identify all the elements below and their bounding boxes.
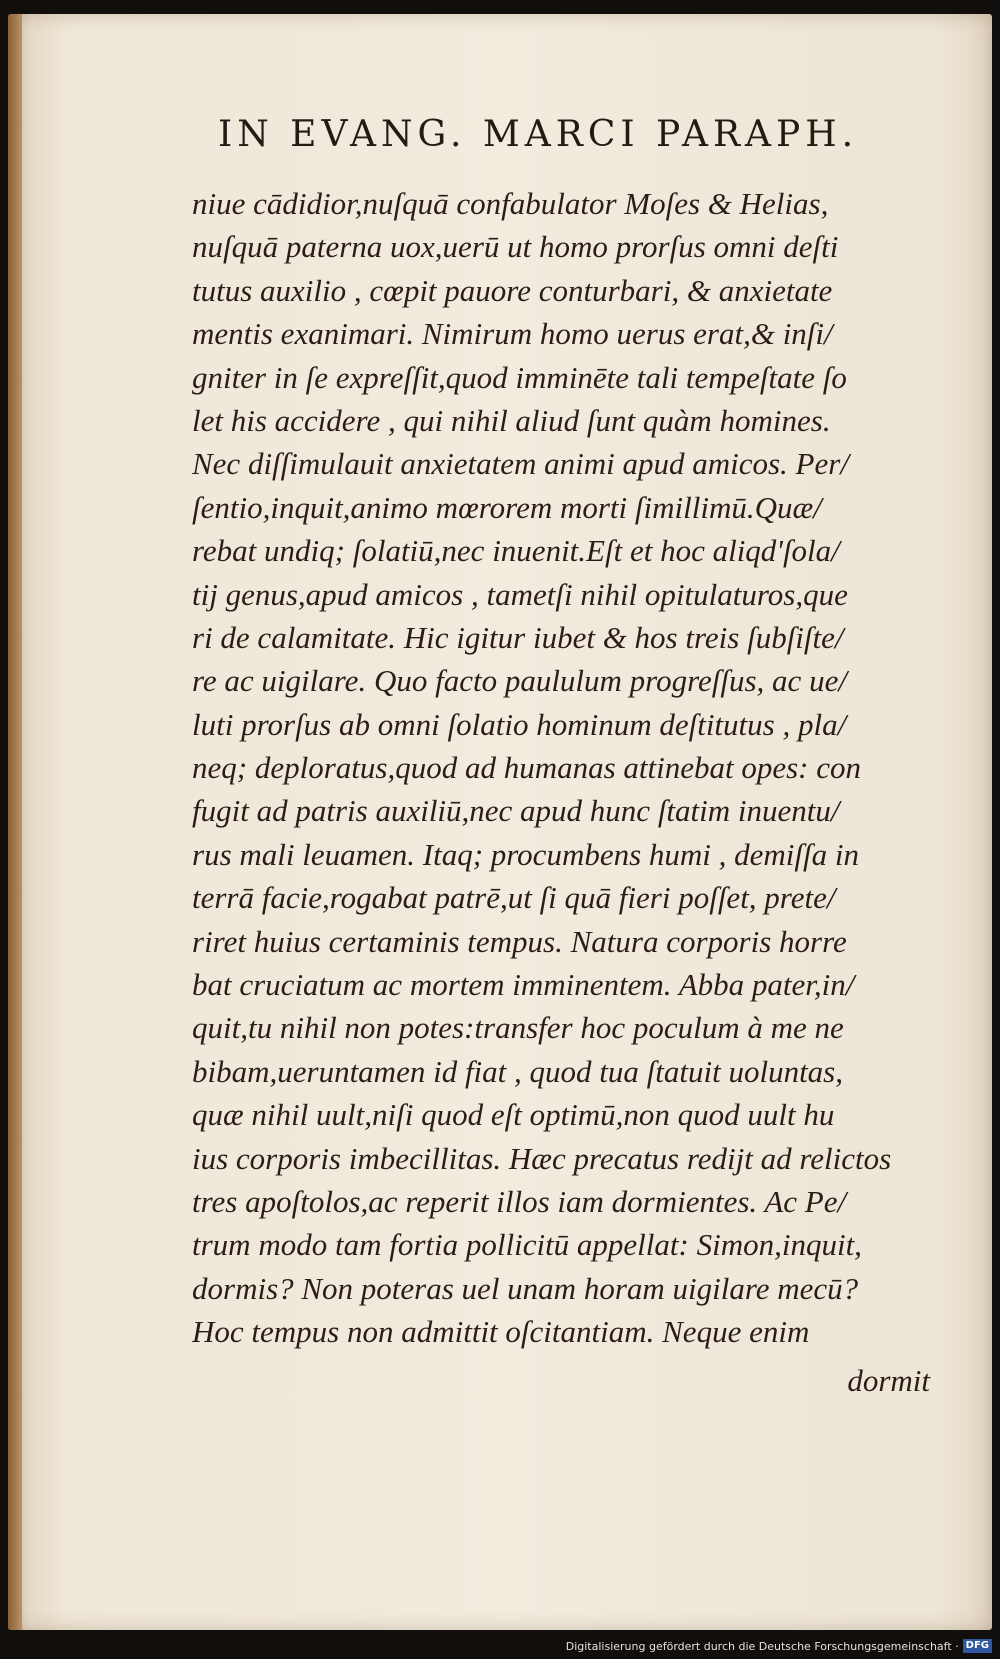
text-line: tij genus,apud amicos , tametſi nihil opitulaturos,que xyxy=(192,576,848,612)
catchword: dormit xyxy=(847,1363,930,1398)
page-binding-edge xyxy=(8,14,22,1630)
running-head: IN EVANG. MARCI PARAPH. xyxy=(218,114,859,155)
text-line: riret huius certaminis tempus. Natura corporis horre xyxy=(192,923,847,959)
text-line: terrā facie,rogabat patrē,ut ſi quā fieri poſſet, prete/ xyxy=(192,880,836,916)
text-line: ius corporis imbecillitas. Hæc precatus redijt ad relictos xyxy=(192,1140,892,1176)
text-line: nuſquā paterna uox,uerū ut homo prorſus omni deſti xyxy=(192,229,839,265)
credit-text: Digitalisierung gefördert durch die Deutsche Forschungsgemeinschaft · xyxy=(565,1639,959,1653)
text-line: rebat undiq; ſolatiū,nec inuenit.Eſt et hoc aliqd'ſola/ xyxy=(192,533,840,569)
text-line: luti prorſus ab omni ſolatio hominum deſtitutus , pla/ xyxy=(192,706,847,742)
text-line: niue cādidior,nuſquā confabulator Moſes & Helias, xyxy=(192,186,829,221)
text-line: ri de calamitate. Hic igitur iubet & hos treis ſubſiſte/ xyxy=(192,619,844,655)
body-text xyxy=(192,182,922,1472)
digitization-credit xyxy=(565,1636,992,1656)
text-line: quit,tu nihil non potes:transfer hoc poculum à me ne xyxy=(192,1010,844,1046)
text-line: bat cruciatum ac mortem imminentem. Abba pater,in/ xyxy=(192,967,855,1003)
text-line: fugit ad patris auxiliū,nec apud hunc ſtatim inuentu/ xyxy=(192,793,840,829)
text-line: quæ nihil uult,niſi quod eſt optimū,non quod uult hu xyxy=(192,1097,835,1133)
dfg-logo-icon: DFG xyxy=(963,1639,992,1653)
text-line: gniter in ſe expreſſit,quod imminēte tali tempeſtate ſo xyxy=(192,359,847,395)
text-line: ſentio,inquit,animo mœrorem morti ſimillimū.Quæ/ xyxy=(192,489,822,525)
text-line: neq; deploratus,quod ad humanas attinebat opes: con xyxy=(192,750,862,786)
text-line: dormis? Non poteras uel unam horam uigilare mecū? xyxy=(192,1270,859,1306)
text-line: mentis exanimari. Nimirum homo uerus erat,& inſi/ xyxy=(192,316,833,352)
text-line: tres apoſtolos,ac reperit illos iam dormientes. Ac Pe/ xyxy=(192,1183,847,1219)
text-line: re ac uigilare. Quo facto paululum progreſſus, ac ue/ xyxy=(192,663,847,699)
text-line: bibam,ueruntamen id fiat , quod tua ſtatuit uoluntas, xyxy=(192,1053,843,1089)
text-line: rus mali leuamen. Itaq; procumbens humi , demiſſa in xyxy=(192,836,859,872)
text-line: Nec diſſimulauit anxietatem animi apud amicos. Per/ xyxy=(192,446,849,482)
text-line: let his accidere , qui nihil aliud ſunt quàm homines. xyxy=(192,402,831,438)
text-line: tutus auxilio , cœpit pauore conturbari, & anxietate xyxy=(192,272,833,308)
text-line: Hoc tempus non admittit oſcitantiam. Neque enim xyxy=(192,1314,810,1350)
text-line: trum modo tam fortia pollicitū appellat: Simon,inquit, xyxy=(192,1227,862,1263)
